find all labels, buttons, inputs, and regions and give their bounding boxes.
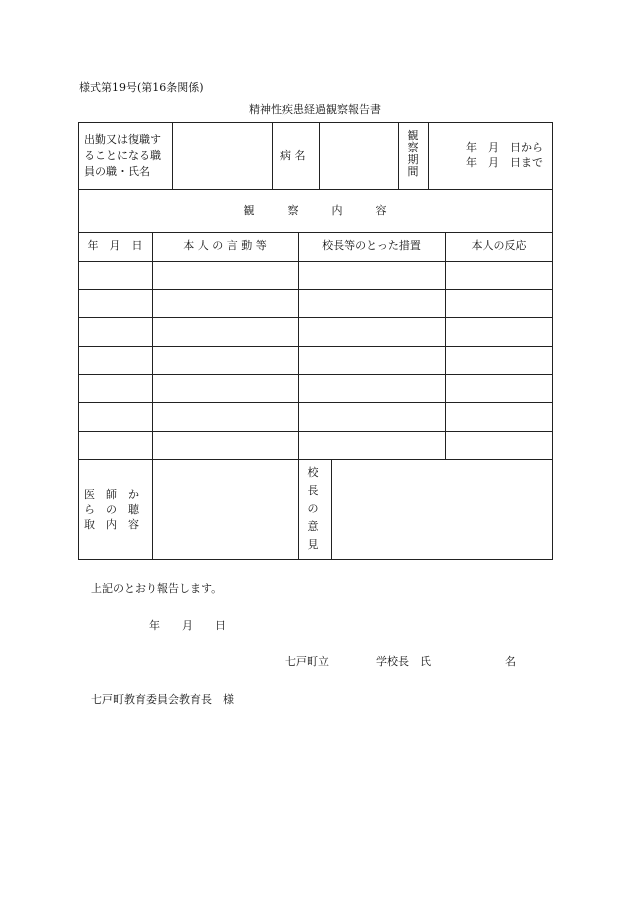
- date-line: 年 月 日: [149, 619, 226, 632]
- divider: [298, 232, 299, 560]
- principal-opinion-char: 見: [307, 538, 319, 551]
- principal-opinion-char: 長: [307, 484, 319, 497]
- observation-header: 観 察 内 容: [243, 204, 387, 217]
- report-statement: 上記のとおり報告します。: [91, 582, 223, 595]
- doctor-label-line-1: 医 師 か: [84, 488, 139, 501]
- position-label-line-1: 出勤又は復職す: [84, 133, 161, 146]
- period-label-char: 察: [407, 141, 419, 154]
- principal-label: 学校長 氏: [376, 655, 431, 668]
- divider: [78, 402, 553, 403]
- column-header-measures: 校長等のとった措置: [322, 239, 421, 252]
- divider: [152, 232, 153, 560]
- column-header-behavior: 本 人 の 言 動 等: [183, 239, 267, 252]
- period-from: 年 月 日から: [466, 141, 543, 154]
- doctor-label-line-2: ら の 聴: [84, 503, 139, 516]
- principal-opinion-char: の: [307, 502, 319, 515]
- position-label-line-2: ることになる職: [84, 149, 161, 162]
- divider: [445, 232, 446, 459]
- period-label-char: 間: [407, 165, 419, 178]
- period-to: 年 月 日まで: [466, 156, 543, 169]
- divider: [428, 122, 429, 189]
- position-label-line-3: 員の職・氏名: [84, 165, 150, 178]
- period-label-char: 観: [407, 129, 419, 142]
- divider: [78, 431, 553, 432]
- divider: [398, 122, 399, 189]
- divider: [78, 189, 553, 190]
- name-suffix: 名: [505, 655, 516, 668]
- divider: [331, 459, 332, 560]
- column-header-reaction: 本人の反応: [471, 239, 527, 252]
- document-title: 精神性疾患経過観察報告書: [249, 103, 381, 116]
- form-number: 様式第19号(第16条関係): [79, 81, 204, 94]
- divider: [78, 261, 553, 262]
- column-header-date: 年 月 日: [87, 239, 143, 252]
- divider: [78, 346, 553, 347]
- divider: [319, 122, 320, 189]
- doctor-label-line-3: 取 内 容: [84, 518, 139, 531]
- divider: [78, 459, 553, 460]
- divider: [78, 317, 553, 318]
- period-label-char: 期: [407, 153, 419, 166]
- principal-opinion-char: 意: [307, 520, 319, 533]
- divider: [272, 122, 273, 189]
- principal-opinion-char: 校: [307, 466, 319, 479]
- school-prefix: 七戸町立: [285, 655, 329, 668]
- divider: [172, 122, 173, 189]
- divider: [78, 289, 553, 290]
- divider: [78, 374, 553, 375]
- addressee: 七戸町教育委員会教育長 様: [91, 693, 234, 706]
- disease-label: 病 名: [280, 149, 306, 162]
- divider: [78, 232, 553, 233]
